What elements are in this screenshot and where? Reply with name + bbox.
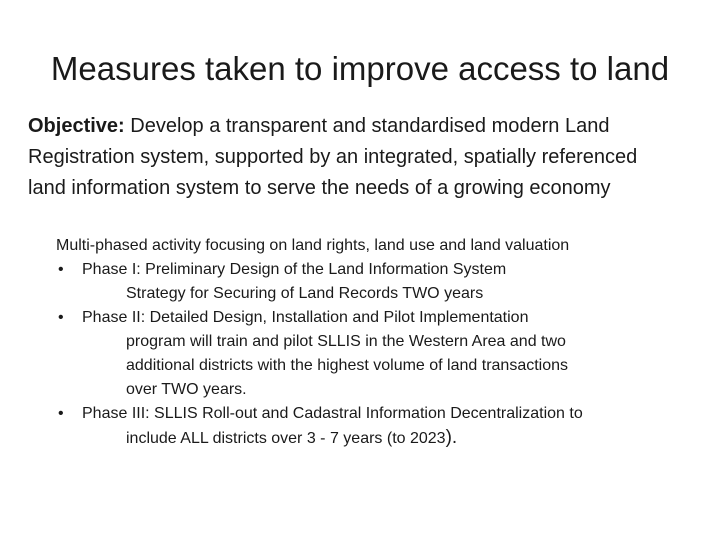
phase-2-item <box>56 306 706 330</box>
phase-2-title: Phase II: Detailed Design, Installation and Pilot Implementation <box>82 309 529 326</box>
objective-heading: Objective: <box>28 115 125 137</box>
phase-3-detail-text: include ALL districts over 3 - 7 years (to 2023 <box>126 430 446 447</box>
phase-3-closing: ). <box>445 427 458 448</box>
phase-2-detail-3: over TWO years. <box>126 381 247 398</box>
phase-1-item <box>56 258 706 282</box>
bullet-icon: • <box>58 309 64 326</box>
phase-1-title: Phase I: Preliminary Design of the Land Information System <box>82 261 507 278</box>
phase-1-detail-1: Strategy for Securing of Land Records TWO years <box>126 285 484 302</box>
slide-title: Measures taken to improve access to land <box>50 50 670 87</box>
phase-3-title: Phase III: SLLIS Roll-out and Cadastral Information Decentralization to <box>82 405 583 422</box>
objective-line-2: Registration system, supported by an integrated, spatially referenced <box>28 146 638 168</box>
activity-intro: Multi-phased activity focusing on land rights, land use and land valuation <box>56 237 570 254</box>
phased-activity-block <box>56 234 706 451</box>
objective-text-1: Develop a transparent and standardised modern Land <box>124 115 610 137</box>
phase-2-detail-2: additional districts with the highest volume of land transactions <box>126 357 569 374</box>
phase-3-detail-1 <box>56 426 706 451</box>
phase-2-detail-1: program will train and pilot SLLIS in the Western Area and two <box>126 333 566 350</box>
objective-line-1 <box>28 111 718 142</box>
objective-line-3: land information system to serve the needs of a growing economy <box>28 177 611 199</box>
phase-3-item <box>56 402 706 426</box>
objective-paragraph <box>28 111 718 204</box>
bullet-icon: • <box>58 261 64 278</box>
bullet-icon: • <box>58 405 64 422</box>
